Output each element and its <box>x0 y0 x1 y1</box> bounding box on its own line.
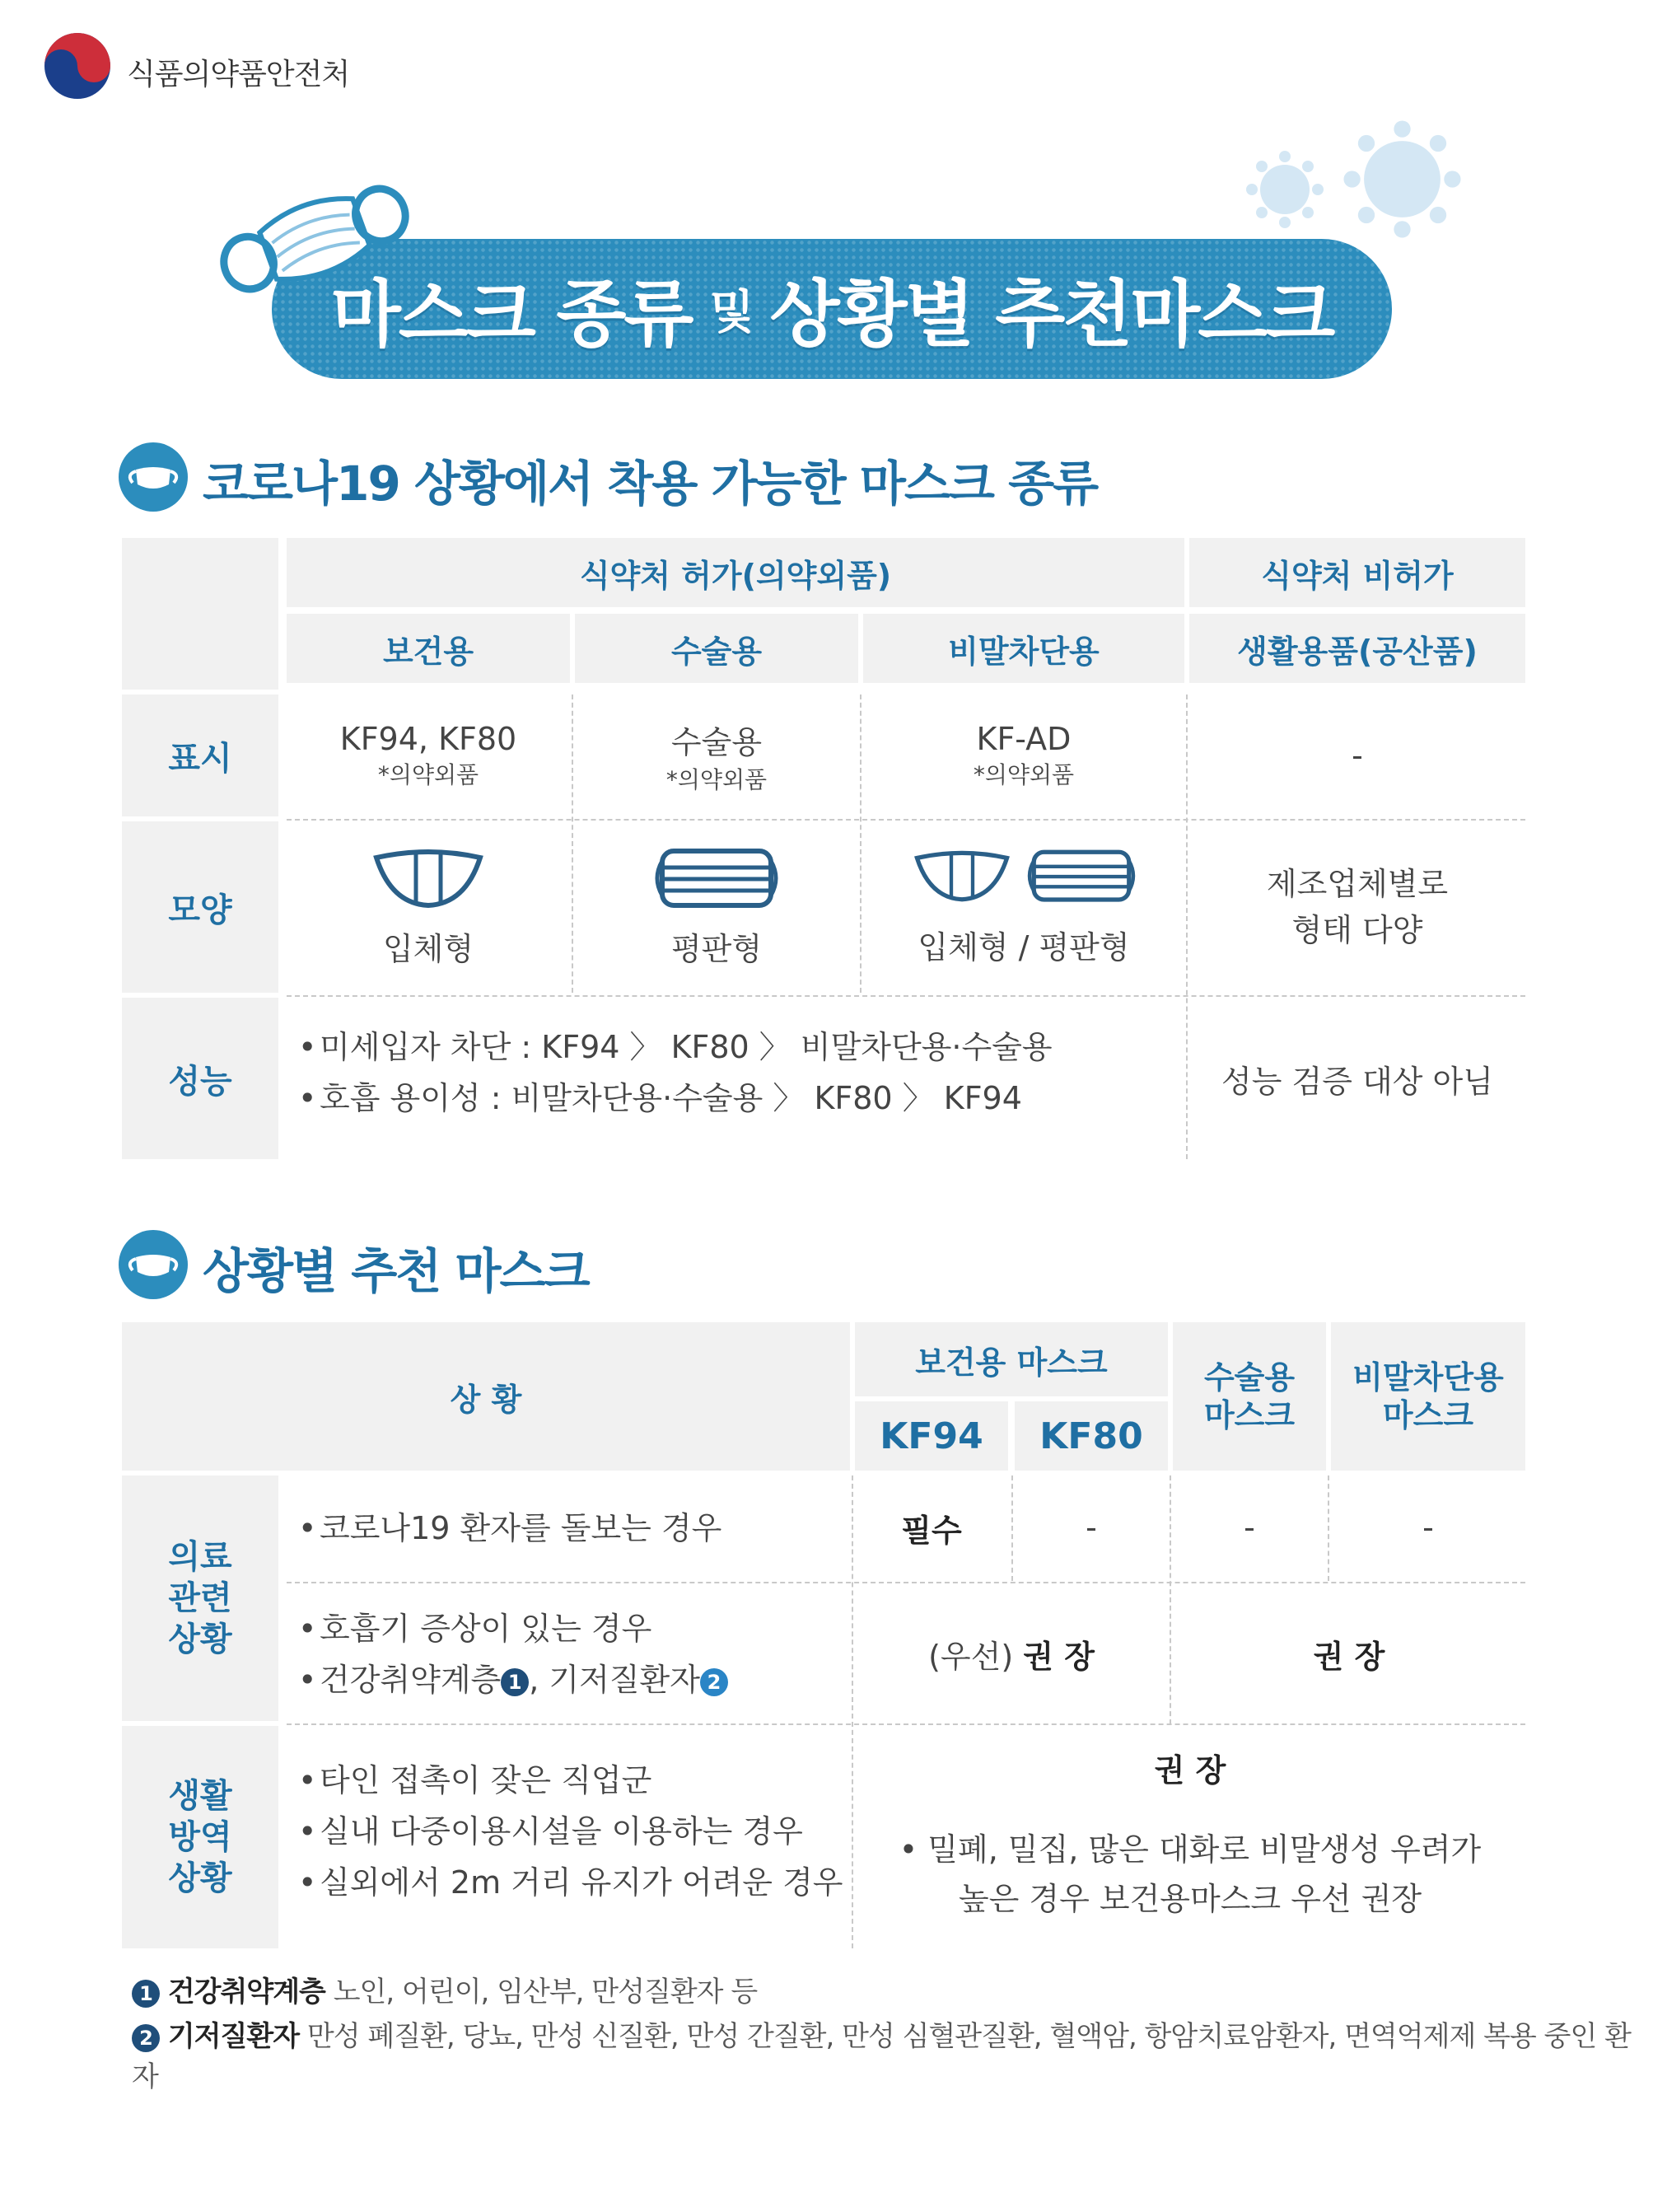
list-item: •미세입자 차단 : KF94 〉 KF80 〉 비말차단용·수술용 <box>298 1029 1053 1065</box>
3d-mask-icon <box>908 848 1016 905</box>
flat-mask-icon <box>651 846 782 912</box>
3d-mask-icon <box>367 846 490 912</box>
surgical-mask-header: 수술용 마스크 <box>1173 1322 1326 1471</box>
situation-row-2 <box>298 1603 728 1705</box>
government-emblem-icon <box>43 31 112 101</box>
shape-household: 제조업체별로 형태 다양 <box>1189 821 1525 993</box>
title-connector: 및 <box>709 286 752 339</box>
droplet-mask-header: 비말차단용 마스크 <box>1331 1322 1525 1471</box>
row-label-medical: 의료 관련 상황 <box>122 1475 278 1721</box>
marking-droplet: KF-AD *의약외품 <box>863 694 1184 816</box>
list-item: •타인 접촉이 잦은 직업군 <box>298 1762 652 1798</box>
flat-mask-icon <box>1024 848 1139 905</box>
situation-header: 상 황 <box>122 1322 850 1471</box>
marking-household: - <box>1189 694 1525 816</box>
footnote-marker-1: 1 <box>501 1668 529 1696</box>
row1-droplet: - <box>1331 1475 1525 1579</box>
marking-surgical: 수술용 *의약외품 <box>575 694 858 816</box>
row3-recommend: 권 장 <box>1154 1752 1226 1789</box>
list-item: •건강취약계층 1 , 기저질환자 2 <box>298 1654 728 1705</box>
row-label-daily: 생활 방역 상황 <box>122 1726 278 1948</box>
mask-icon <box>118 1229 189 1300</box>
row1-surgical: - <box>1173 1475 1326 1579</box>
mask-icon <box>118 442 189 512</box>
row1-kf94: 필수 <box>855 1475 1008 1579</box>
kf94-header: KF94 <box>855 1401 1008 1471</box>
row-label-performance: 성능 <box>122 998 278 1159</box>
row-label-shape: 모양 <box>122 821 278 993</box>
performance-list <box>298 1022 1053 1124</box>
shape-surgical: 평판형 <box>575 821 858 993</box>
list-item: •호흡 용이성 : 비말차단용·수술용 〉 KF80 〉 KF94 <box>298 1080 1022 1116</box>
footnote-marker-2: 2 <box>700 1668 728 1696</box>
shape-droplet: 입체형 / 평판형 <box>863 821 1184 993</box>
title-part-2: 상황별 추천마스크 <box>769 272 1333 357</box>
shape-health: 입체형 <box>287 821 570 993</box>
footnote-1: 1 건강취약계층 노인, 어린이, 임산부, 만성질환자 등 <box>132 1969 757 2009</box>
section-title-mask-types: 코로나19 상황에서 착용 가능한 마스크 종류 <box>203 456 1098 512</box>
title-part-1: 마스크 종류 <box>330 272 692 357</box>
row1-kf80: - <box>1015 1475 1168 1579</box>
group-unapproved-header: 식약처 비허가 <box>1189 538 1525 607</box>
situation-row-1: •코로나19 환자를 돌보는 경우 <box>298 1510 722 1546</box>
row3-note: • 밀폐, 밀집, 많은 대화로 비말생성 우려가 높은 경우 보건용마스크 우선 권장 <box>899 1831 1482 1917</box>
marking-health: KF94, KF80 *의약외품 <box>287 694 570 816</box>
row-label-marking: 표시 <box>122 694 278 816</box>
virus-icon <box>1342 119 1462 239</box>
situation-row-3 <box>298 1755 843 1908</box>
row2-other-recommend: 권 장 <box>1173 1585 1525 1722</box>
list-item: •실내 다중이용시설을 이용하는 경우 <box>298 1813 803 1850</box>
kf80-header: KF80 <box>1015 1401 1168 1471</box>
row2-health-recommend: (우선) 권 장 <box>855 1585 1168 1722</box>
mask-illustration-icon <box>216 177 413 301</box>
col-header-household: 생활용품(공산품) <box>1189 614 1525 683</box>
list-item: •실외에서 2m 거리 유지가 어려운 경우 <box>298 1864 843 1901</box>
col-header-droplet: 비말차단용 <box>863 614 1184 683</box>
health-mask-header: 보건용 마스크 <box>855 1322 1168 1396</box>
virus-icon <box>1244 148 1326 231</box>
col-header-surgical: 수술용 <box>575 614 858 683</box>
performance-household: 성능 검증 대상 아님 <box>1189 998 1525 1159</box>
col-header-health: 보건용 <box>287 614 570 683</box>
group-approved-header: 식약처 허가(의약외품) <box>287 538 1184 607</box>
section-title-recommended: 상황별 추천 마스크 <box>203 1243 589 1299</box>
page-title <box>272 239 1392 379</box>
list-item: •호흡기 증상이 있는 경우 <box>298 1611 652 1647</box>
table1-corner <box>122 538 278 690</box>
agency-name: 식품의약품안전처 <box>127 58 350 91</box>
footnote-2: 2 기저질환자 만성 폐질환, 당뇨, 만성 신질환, 만성 간질환, 만성 심혈관질환, 혈액암, 항암치료암환자, 면역억제제 복용 중인 환자 <box>132 2020 1631 2093</box>
